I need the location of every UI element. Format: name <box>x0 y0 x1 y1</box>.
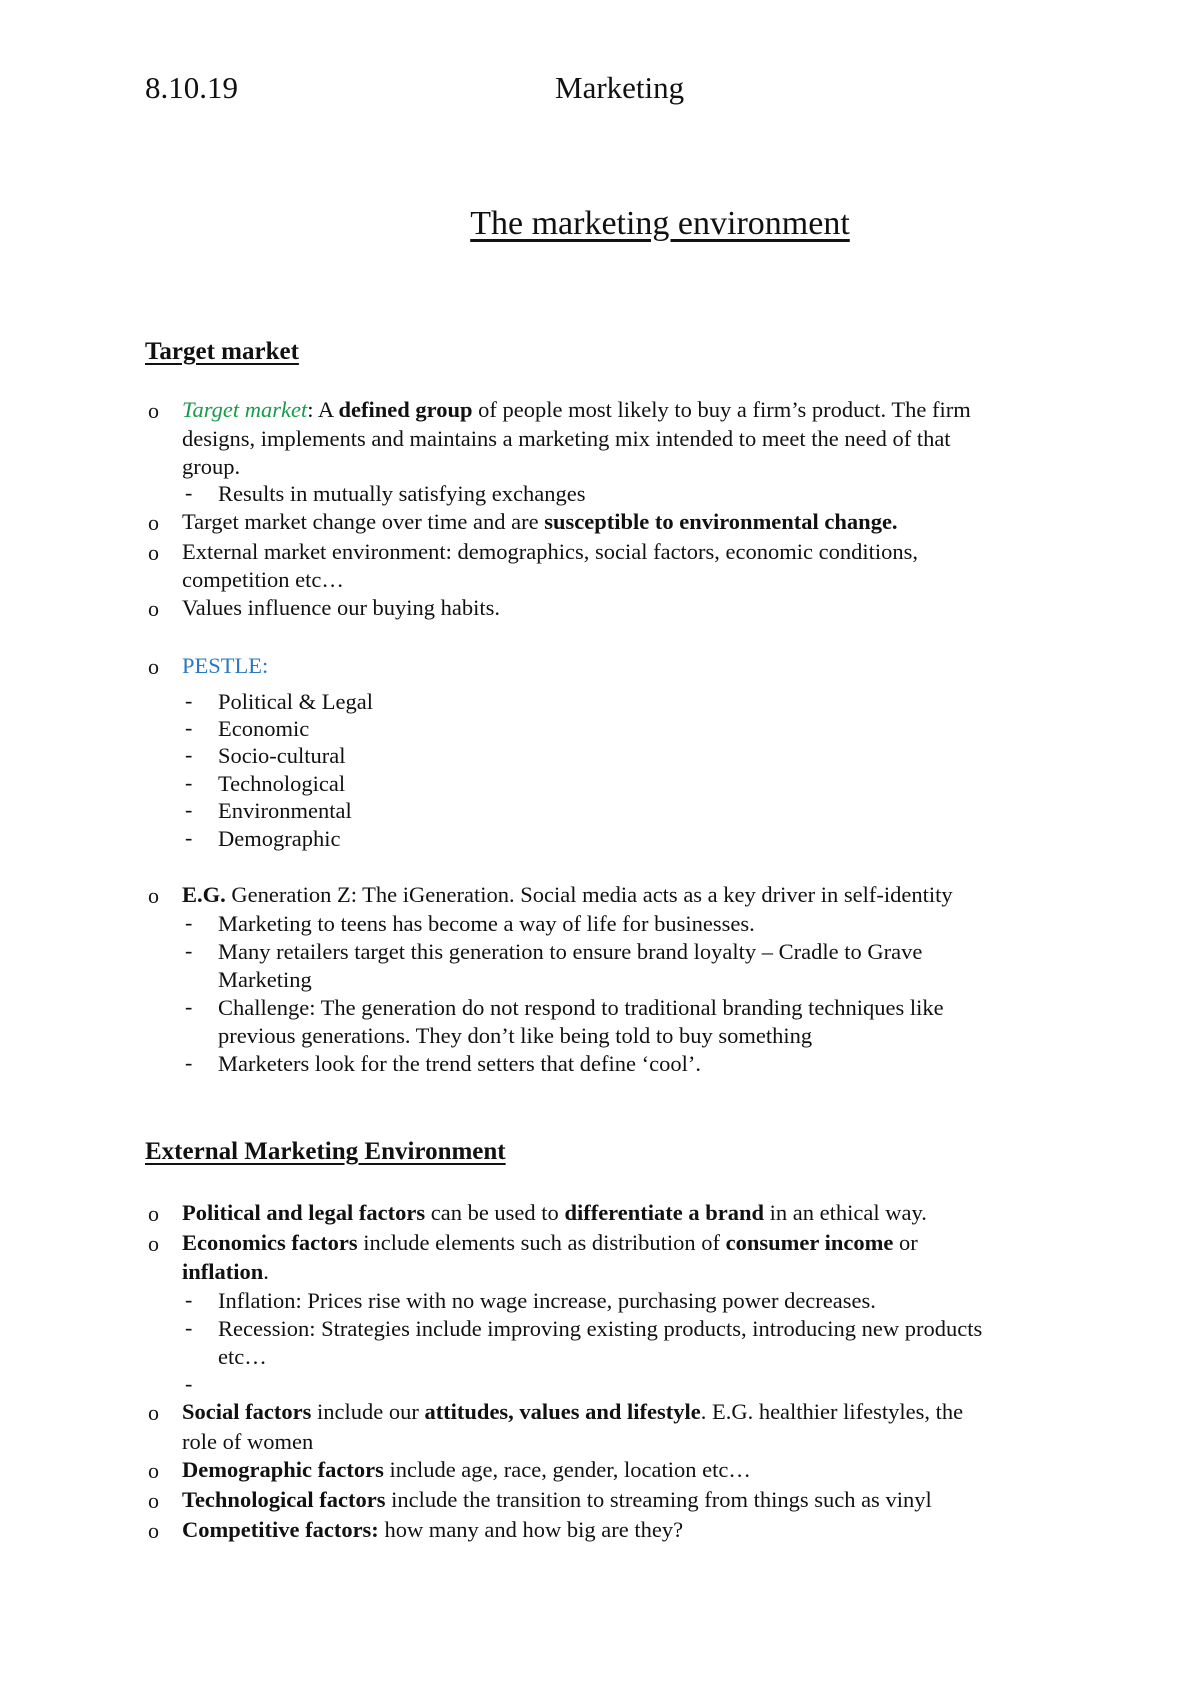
list-item: Target market change over time and are susceptible to environmental change. <box>182 509 898 534</box>
sub-list-item: Inflation: Prices rise with no wage increase, purchasing power decreases. <box>218 1288 876 1313</box>
dash-icon: - <box>185 480 193 505</box>
sub-list-item: Recession: Strategies include improving existing products, introducing new products <box>218 1316 983 1341</box>
list-item-continuation: role of women <box>182 1429 314 1454</box>
list-item: External market environment: demographics, social factors, economic conditions, <box>182 539 919 564</box>
dash-icon: - <box>185 825 193 850</box>
bullet-icon: o <box>148 510 159 535</box>
sub-list-item-continuation: previous generations. They don’t like being told to buy something <box>218 1023 813 1048</box>
bullet-icon: o <box>148 398 159 423</box>
list-item: Target market: A defined group of people most likely to buy a firm’s product. The firm <box>182 397 971 422</box>
pestle-item: Environmental <box>218 798 352 823</box>
bullet-icon: o <box>148 883 159 908</box>
bullet-icon: o <box>148 1400 159 1425</box>
dash-icon: - <box>185 1371 193 1396</box>
dash-icon: - <box>185 797 193 822</box>
list-item-continuation: inflation. <box>182 1259 269 1284</box>
pestle-item: Socio-cultural <box>218 743 346 768</box>
sub-list-item: Marketers look for the trend setters that define ‘cool’. <box>218 1051 701 1076</box>
list-item: E.G. Generation Z: The iGeneration. Social media acts as a key driver in self-identity <box>182 882 953 907</box>
dash-icon: - <box>185 994 193 1019</box>
sub-list-item: Results in mutually satisfying exchanges <box>218 481 586 506</box>
list-item: Values influence our buying habits. <box>182 595 501 620</box>
dash-icon: - <box>185 1315 193 1340</box>
term-highlight: Target market <box>182 397 308 422</box>
bullet-icon: o <box>148 596 159 621</box>
pestle-item: Economic <box>218 716 310 741</box>
dash-icon: - <box>185 938 193 963</box>
list-item: Demographic factors include age, race, gender, location etc… <box>182 1457 751 1482</box>
bullet-icon: o <box>148 1201 159 1226</box>
sub-list-item: Challenge: The generation do not respond to traditional branding techniques like <box>218 995 944 1020</box>
document-title: The marketing environment <box>470 205 850 242</box>
header-subject: Marketing <box>555 70 685 105</box>
dash-icon: - <box>185 742 193 767</box>
header-date: 8.10.19 <box>145 70 238 105</box>
dash-icon: - <box>185 1050 193 1075</box>
bullet-icon: o <box>148 1488 159 1513</box>
dash-icon: - <box>185 770 193 795</box>
dash-icon: - <box>185 910 193 935</box>
sub-list-item-continuation: Marketing <box>218 967 312 992</box>
bullet-icon: o <box>148 1458 159 1483</box>
list-item-continuation: group. <box>182 454 241 479</box>
pestle-item: Political & Legal <box>218 689 373 714</box>
bullet-icon: o <box>148 540 159 565</box>
pestle-item: Technological <box>218 771 346 796</box>
dash-icon: - <box>185 1287 193 1312</box>
list-item: Social factors include our attitudes, values and lifestyle. E.G. healthier lifestyles, the <box>182 1399 964 1424</box>
sub-list-item-continuation: etc… <box>218 1344 267 1369</box>
list-item: Economics factors include elements such as distribution of consumer income or <box>182 1230 918 1255</box>
bullet-icon: o <box>148 1518 159 1543</box>
sub-list-item: Many retailers target this generation to ensure brand loyalty – Cradle to Grave <box>218 939 923 964</box>
dash-icon: - <box>185 715 193 740</box>
pestle-item: Demographic <box>218 826 341 851</box>
bullet-icon: o <box>148 1231 159 1256</box>
section-heading-external-marketing-environment: External Marketing Environment <box>145 1138 506 1165</box>
sub-list-item: Marketing to teens has become a way of life for businesses. <box>218 911 755 936</box>
list-item: Competitive factors: how many and how big are they? <box>182 1517 684 1542</box>
pestle-label: PESTLE: <box>182 653 269 678</box>
bullet-icon: o <box>148 654 159 679</box>
list-item: Political and legal factors can be used to differentiate a brand in an ethical way. <box>182 1200 927 1225</box>
list-item-continuation: designs, implements and maintains a marketing mix intended to meet the need of that <box>182 426 951 451</box>
list-item: Technological factors include the transition to streaming from things such as vinyl <box>182 1487 932 1512</box>
section-heading-target-market: Target market <box>145 338 299 365</box>
dash-icon: - <box>185 688 193 713</box>
list-item-continuation: competition etc… <box>182 567 344 592</box>
